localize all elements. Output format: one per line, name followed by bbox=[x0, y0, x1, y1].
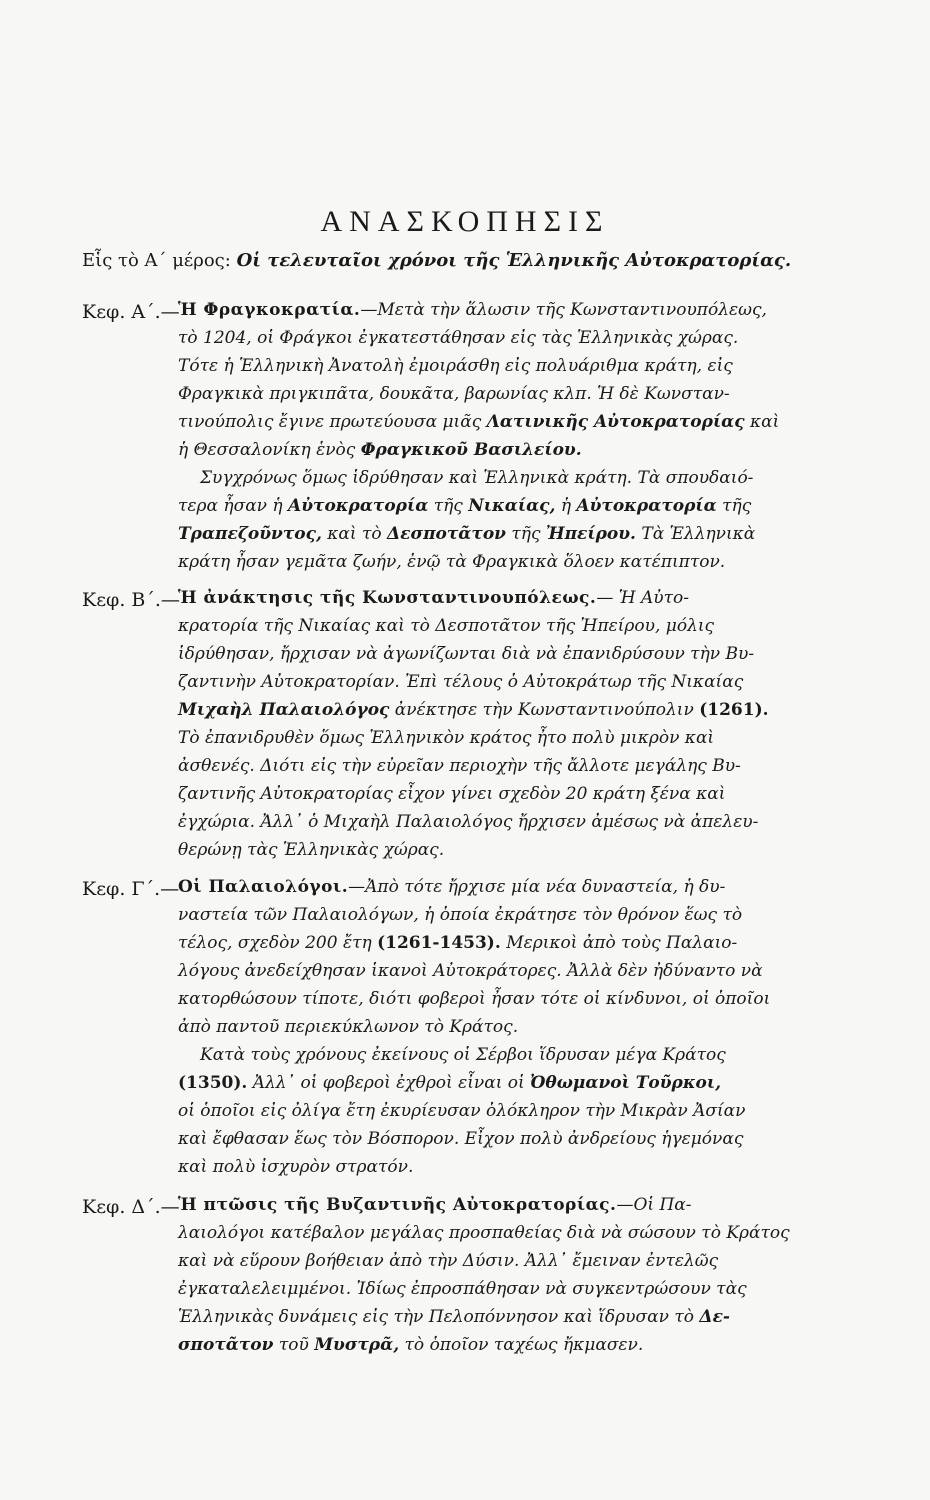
chapter-line: τὸ 1204, οἱ Φράγκοι ἐγκατεστάθησαν εἰς τὰς Ἑλληνικὰς χώρας. bbox=[178, 328, 739, 348]
chapter-label-a: Κεφ. Α΄.— bbox=[82, 301, 180, 323]
subtitle bbox=[82, 250, 802, 271]
chapter-line: Ἡ ἀνάκτησις τῆς Κωνσταντινουπόλεως.— Ἡ Αὐτο- bbox=[178, 588, 689, 608]
chapter-line: ἡ Θεσσαλονίκη ἑνὸς Φραγκικοῦ Βασιλείου. bbox=[178, 440, 582, 460]
chapter-line: ἱδρύθησαν, ἤρχισαν νὰ ἀγωνίζωνται διὰ νὰ ἐπανιδρύσουν τὴν Βυ- bbox=[178, 644, 755, 664]
chapter-line: καὶ πολὺ ἰσχυρὸν στρατόν. bbox=[178, 1157, 414, 1177]
chapter-line: Μιχαὴλ Παλαιολόγος ἀνέκτησε τὴν Κωνσταντινούπολιν (1261). bbox=[178, 700, 769, 720]
chapter-label-b: Κεφ. Β΄.— bbox=[82, 589, 180, 611]
chapter-line: κρατορία τῆς Νικαίας καὶ τὸ Δεσποτᾶτον τῆς Ἠπείρου, μόλις bbox=[178, 616, 715, 636]
chapter-line: ἀσθενές. Διότι εἰς τὴν εὐρεῖαν περιοχὴν τῆς ἄλλοτε μεγάλης Βυ- bbox=[178, 756, 741, 776]
chapter-line: Κατὰ τοὺς χρόνους ἐκείνους οἱ Σέρβοι ἵδρυσαν μέγα Κράτος bbox=[200, 1045, 726, 1065]
chapter-label-d: Κεφ. Δ΄.— bbox=[82, 1196, 180, 1218]
chapter-line: ἐγκαταλελειμμένοι. Ἰδίως ἐπροσπάθησαν νὰ συγκεντρώσουν τὰς bbox=[178, 1279, 747, 1299]
page-title: ΑΝΑΣΚΟΠΗΣΙΣ bbox=[320, 205, 610, 238]
chapter-line: ζαντινῆς Αὐτοκρατορίας εἶχον γίνει σχεδὸν 20 κράτη ξένα καὶ bbox=[178, 784, 726, 804]
chapter-line: λόγους ἀνεδείχθησαν ἱκανοὶ Αὐτοκράτορες. Ἀλλὰ δὲν ἠδύναντο νὰ bbox=[178, 961, 763, 981]
chapter-line: ναστεία τῶν Παλαιολόγων, ἡ ὁποία ἐκράτησε τὸν θρόνον ἕως τὸ bbox=[178, 905, 743, 925]
chapter-line: Οἱ Παλαιολόγοι.—Ἀπὸ τότε ἤρχισε μία νέα δυναστεία, ἡ δυ- bbox=[178, 877, 726, 897]
chapter-line: Ἡ Φραγκοκρατία.—Μετὰ τὴν ἅλωσιν τῆς Κωνσταντινουπόλεως, bbox=[178, 300, 767, 320]
chapter-line: ἀπὸ παντοῦ περιεκύκλωνον τὸ Κράτος. bbox=[178, 1017, 519, 1037]
chapter-line: οἱ ὁποῖοι εἰς ὀλίγα ἔτη ἐκυρίευσαν ὁλόκληρον τὴν Μικρὰν Ἀσίαν bbox=[178, 1101, 746, 1121]
chapter-line: καὶ ἔφθασαν ἕως τὸν Βόσπορον. Εἶχον πολὺ ἀνδρείους ἡγεμόνας bbox=[178, 1129, 744, 1149]
chapter-line: Ἡ πτῶσις τῆς Βυζαντινῆς Αὐτοκρατορίας.—Οἱ Πα- bbox=[178, 1195, 692, 1215]
chapter-line: τινούπολις ἔγινε πρωτεύουσα μιᾶς Λατινικῆς Αὐτοκρατορίας καὶ bbox=[178, 412, 780, 432]
chapter-line: κατορθώσουν τίποτε, διότι φοβεροὶ ἦσαν τότε οἱ κίνδυνοι, οἱ ὁποῖοι bbox=[178, 989, 771, 1009]
chapter-line: κράτη ἦσαν γεμᾶτα ζωήν, ἐνῷ τὰ Φραγκικὰ ὅλοεν κατέπιπτον. bbox=[178, 552, 726, 572]
chapter-line: ἐγχώρια. Ἀλλ᾽ ὁ Μιχαὴλ Παλαιολόγος ἤρχισεν ἀμέσως νὰ ἀπελευ- bbox=[178, 812, 759, 832]
chapter-line: τέλος, σχεδὸν 200 ἔτη (1261-1453). Μερικοὶ ἀπὸ τοὺς Παλαιο- bbox=[178, 933, 738, 953]
chapter-line: καὶ νὰ εὕρουν βοήθειαν ἀπὸ τὴν Δύσιν. Ἀλλ᾽ ἔμειναν ἐντελῶς bbox=[178, 1251, 719, 1271]
chapter-line: Τὸ ἐπανιδρυθὲν ὅμως Ἑλληνικὸν κράτος ἦτο πολὺ μικρὸν καὶ bbox=[178, 728, 715, 748]
chapter-line: Συγχρόνως ὅμως ἱδρύθησαν καὶ Ἑλληνικὰ κράτη. Τὰ σπουδαιό- bbox=[200, 468, 754, 488]
chapter-line: σποτᾶτον τοῦ Μυστρᾶ, τὸ ὁποῖον ταχέως ἤκμασεν. bbox=[178, 1335, 644, 1355]
chapter-line: Ἑλληνικὰς δυνάμεις εἰς τὴν Πελοπόννησον καὶ ἵδρυσαν τὸ Δε- bbox=[178, 1307, 730, 1327]
chapter-line: Φραγκικὰ πριγκιπᾶτα, δουκᾶτα, βαρωνίας κλπ. Ἡ δὲ Κωνσταν- bbox=[178, 384, 730, 404]
chapter-line: θερώνῃ τὰς Ἑλληνικὰς χώρας. bbox=[178, 840, 445, 860]
chapter-line: τερα ἦσαν ἡ Αὐτοκρατορία τῆς Νικαίας, ἡ Αὐτοκρατορία τῆς bbox=[178, 496, 752, 516]
subtitle-text: Οἱ τελευταῖοι χρόνοι τῆς Ἑλληνικῆς Αὐτοκρατορίας. bbox=[236, 250, 792, 271]
chapter-line: Τραπεζοῦντος, καὶ τὸ Δεσποτᾶτον τῆς Ἠπείρου. Τὰ Ἑλληνικὰ bbox=[178, 524, 756, 544]
chapter-line: (1350). Ἀλλ᾽ οἱ φοβεροὶ ἐχθροὶ εἶναι οἱ Ὀθωμανοὶ Τοῦρκοι, bbox=[178, 1073, 722, 1093]
chapter-line: ζαντινὴν Αὐτοκρατορίαν. Ἐπὶ τέλους ὁ Αὐτοκράτωρ τῆς Νικαίας bbox=[178, 672, 744, 692]
chapter-line: Τότε ἡ Ἑλληνικὴ Ἀνατολὴ ἐμοιράσθη εἰς πολυάριθμα κράτη, εἰς bbox=[178, 356, 733, 376]
subtitle-prefix: Εἷς τὸ Α΄ μέρος: bbox=[82, 250, 231, 271]
chapter-line: λαιολόγοι κατέβαλον μεγάλας προσπαθείας διὰ νὰ σώσουν τὸ Κράτος bbox=[178, 1223, 790, 1243]
chapter-label-c: Κεφ. Γ΄.— bbox=[82, 878, 180, 900]
